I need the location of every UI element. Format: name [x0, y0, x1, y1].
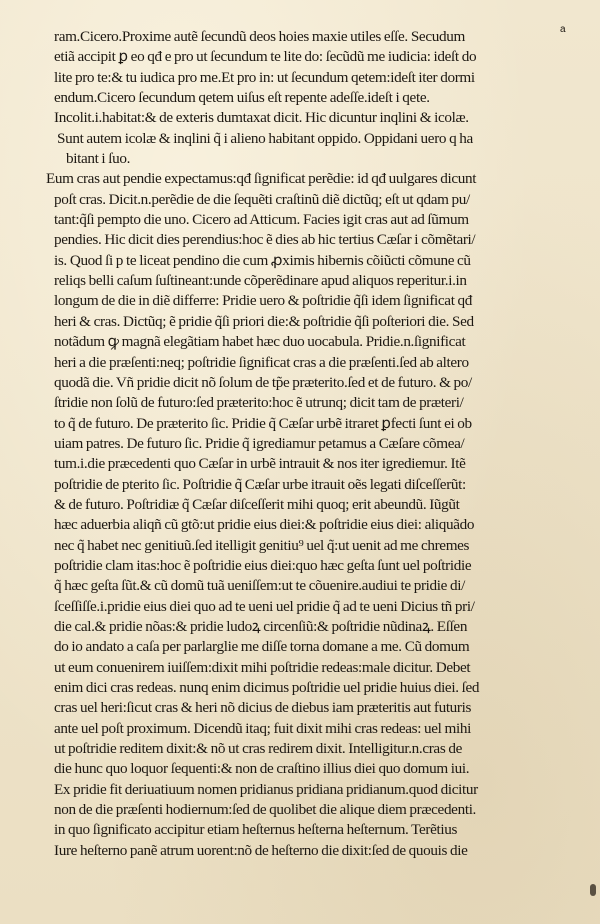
- text-line: die hunc quo loquor ſequenti:& non de craſtino illius diei quo domum iui.: [54, 760, 470, 778]
- text-line: is. Quod ſi p te liceat pendino die cum ꝓximis hibernis cõiũcti cõmune cũ: [54, 251, 471, 269]
- text-line: hæc aduerbia aliqñ cũ gtõ:ut pridie eius diei:& poſtridie eius diei: aliquãdo: [54, 516, 475, 534]
- margin-mark: a: [560, 24, 566, 35]
- text-line: cras uel heri:ſicut cras & heri nõ dicius de diebus iam præteritis aut futuris: [54, 699, 472, 717]
- text-line: ſceſſiſſe.i.pridie eius diei quo ad te ueni uel pridie q̃ ad te ueni Dicius tñ pri/: [54, 597, 475, 615]
- text-line: Incolit.i.habitat:& de exteris dumtaxat dicit. Hic dicuntur inqlini & icolæ.: [54, 109, 469, 127]
- text-line: in quo ſignificato accipitur etiam heſternus heſterna heſternum. Terẽtius: [54, 821, 458, 839]
- text-line: ut poſtridie reditem dixit:& nõ ut cras redirem dixit. Intelligitur.n.cras de: [54, 740, 462, 758]
- text-line: Iure heſterno panẽ atrum uorent:nõ de heſterno die dixit:ſed de quouis die: [54, 841, 468, 859]
- text-line: heri a die præſenti:neq; poſtridie ſignificat cras a die præſenti.ſed ab altero: [54, 353, 469, 371]
- text-line: Sunt autem icolæ & inqlini q̃ i alieno habitant oppido. Oppidani uero q ha: [57, 129, 473, 147]
- text-line: do io andato a caſa per parlarglie me diſſe torna domane a me. Cũ domum: [54, 638, 470, 656]
- text-line: die cal.& pridie nõas:& pridie ludoꝝ circenſiũ:& poſtridie nũdinaꝝ. Eſſen: [54, 617, 468, 635]
- text-line: q̃ hæc geſta ſũt.& cũ domũ tuã ueniſſem:ut te cõuenire.audiui te pridie di/: [54, 577, 465, 595]
- text-line: poſtridie de pterito ſic. Poſtridie q̃ Cæſar urbe itrauit oẽs legati diſceſſerũt:: [54, 475, 466, 493]
- text-line: ſtridie non ſolũ de futuro:ſed præterito:hoc ẽ utrunq; dicit tam de præteri/: [54, 394, 464, 412]
- text-line: notãdum ꝙ magnã elegãtiam habet hæc duo uocabula. Pridie.n.ſignificat: [54, 333, 466, 351]
- text-line: reliqs belli caſum ſuſtineant:unde cõperẽdinare apud aliquos reperitur.i.in: [54, 272, 467, 290]
- text-line: ante uel poſt proximum. Dicendũ itaq; fuit dixit mihi cras redeas: uel mihi: [54, 719, 471, 737]
- text-line: & de futuro. Poſtridiæ q̃ Cæſar diſceſſerit mihi quoq; erit abeundũ. Iũgũt: [54, 495, 460, 513]
- text-line: bitant i ſuo.: [66, 150, 131, 168]
- text-line: nec q̃ habet nec genitiuũ.ſed itelligit genitiu⁹ uel q̃:ut uenit ad me chremes: [54, 536, 470, 554]
- text-line: Eum cras aut pendie expectamus:qđ ſignificat perẽdie: id qđ uulgares dicunt: [46, 170, 477, 188]
- text-line: endum.Cicero ſecundum qetem uiſus eſt repente adeſſe.ideſt i qete.: [54, 89, 430, 107]
- text-line: ut eum conuenirem iuiſſem:dixit mihi poſtridie redeas:male dicitur. Debet: [54, 658, 471, 676]
- text-line: ram.Cicero.Proxime autẽ ſecundũ deos hoies maxie utiles eſſe. Secudum: [54, 28, 465, 45]
- text-line: non de die præſenti hodiernum:ſed de quolibet die alique diem præcedenti.: [54, 801, 477, 819]
- text-line: etiã accipit ꝑ eo qđ e pro ut ſecundum te lite do: ſecũdũ me iudicia: ideſt do: [54, 48, 477, 66]
- text-line: tum.i.die præcedenti quo Cæſar in urbẽ intrauit & nos iter igrediemur. Itẽ: [54, 455, 466, 473]
- text-line: enim dici cras redeas. nunq enim dicimus poſtridie uel pridie huius diei. ſed: [54, 679, 480, 696]
- text-line: lite pro te:& tu iudica pro me.Et pro in: ut ſecundum qetem:ideſt iter dormi: [54, 68, 475, 86]
- text-line: uiam patres. De futuro ſic. Pridie q̃ igrediamur petamus a Cæſare cõmea/: [54, 434, 465, 452]
- page-edge-mark: [590, 884, 596, 896]
- latin-text-block: [46, 27, 559, 861]
- text-line: longum de die in diẽ differre: Pridie uero & poſtridie q̃ſi idem ſignificat qđ: [54, 292, 472, 310]
- text-line: heri & cras. Dictũq; ẽ pridie q̃ſi priori die:& poſtridie q̃ſi poſteriori die. Sed: [54, 312, 474, 330]
- text-line: Ex pridie fit deriuatiuum nomen pridianus pridiana pridianum.quod dicitur: [54, 780, 478, 798]
- text-line: quodã die. Vñ pridie dicit nõ ſolum de tp̃e præterito.ſed et de futuro. & po/: [54, 373, 472, 391]
- text-line: pendies. Hic dicit dies perendius:hoc ẽ dies ab hic tertius Cæſar i cõmẽtari/: [54, 231, 476, 249]
- text-line: to q̃ de futuro. De præterito ſic. Pridie q̃ Cæſar urbẽ itraret ꝑfecti ſunt ei ob: [54, 414, 472, 432]
- text-line: poſt cras. Dicit.n.perẽdie de die ſequẽti craſtinũ diẽ dictũq; eſt ut qdam pu/: [54, 190, 470, 208]
- text-line: tant:q̃ſi pempto die uno. Cicero ad Atticum. Facies igit cras aut ad ſũmum: [54, 211, 469, 229]
- text-line: poſtridie clam itas:hoc ẽ poſtridie eius diei:quo hæc geſta ſunt uel poſtridie: [54, 556, 472, 574]
